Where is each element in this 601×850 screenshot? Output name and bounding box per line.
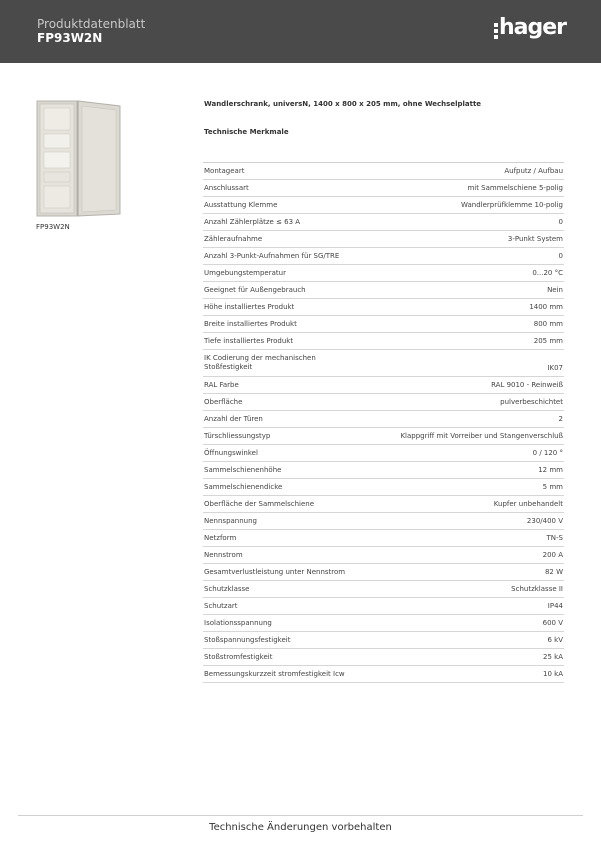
- product-caption: FP93W2N: [36, 223, 70, 231]
- spec-key: Stoßspannungsfestigkeit: [204, 635, 291, 644]
- spec-value: 0: [558, 218, 563, 226]
- spec-value: TN-S: [546, 534, 563, 542]
- spec-key: IK Codierung der mechanischen Stoßfestigkeit: [204, 354, 316, 371]
- spec-key: Anschlussart: [204, 183, 249, 192]
- spec-key: Sammelschienenhöhe: [204, 465, 282, 474]
- spec-key: Gesamtverlustleistung unter Nennstrom: [204, 567, 346, 576]
- logo-text: hager: [499, 15, 567, 40]
- spec-value: mit Sammelschiene 5-polig: [467, 184, 563, 192]
- table-row: [203, 299, 564, 316]
- table-row: [203, 316, 564, 333]
- spec-value: Aufputz / Aufbau: [504, 167, 563, 175]
- spec-key: Sammelschienendicke: [204, 482, 283, 491]
- spec-key: Tiefe installiertes Produkt: [204, 336, 294, 345]
- spec-value: 2: [558, 415, 563, 423]
- spec-value: 1400 mm: [529, 303, 563, 311]
- spec-key: Breite installiertes Produkt: [204, 319, 297, 328]
- table-row: [203, 615, 564, 632]
- spec-value: Kupfer unbehandelt: [493, 500, 563, 508]
- table-row: [203, 394, 564, 411]
- table-row: [203, 496, 564, 513]
- spec-key: Türschliessungstyp: [204, 431, 271, 440]
- spec-value: 0: [558, 252, 563, 260]
- spec-value: 12 mm: [538, 466, 563, 474]
- spec-key: Anzahl der Türen: [204, 414, 263, 423]
- spec-value: 0...20 °C: [532, 269, 563, 277]
- spec-value: 10 kA: [543, 670, 563, 678]
- spec-value: 230/400 V: [526, 517, 563, 525]
- spec-value: IP44: [547, 602, 563, 610]
- spec-key: RAL Farbe: [204, 380, 239, 389]
- table-row: [203, 649, 564, 666]
- table-row: [203, 248, 564, 265]
- table-row: [203, 513, 564, 530]
- footer-divider: [18, 815, 583, 816]
- spec-value: Klappgriff mit Vorreiber und Stangenverschluß: [400, 432, 563, 440]
- spec-key: Höhe installiertes Produkt: [204, 302, 295, 311]
- product-title: Wandlerschrank, universN, 1400 x 800 x 205 mm, ohne Wechselplatte: [204, 100, 482, 108]
- table-row: [203, 428, 564, 445]
- table-row: [203, 197, 564, 214]
- spec-key: Bemessungskurzzeit stromfestigkeit Icw: [204, 669, 345, 678]
- spec-value: 200 A: [542, 551, 563, 559]
- spec-value: Nein: [547, 286, 563, 294]
- footer-note: Technische Änderungen vorbehalten: [209, 822, 392, 833]
- spec-key: Anzahl Zählerplätze ≤ 63 A: [204, 217, 301, 226]
- spec-key: Ausstattung Klemme: [204, 200, 278, 209]
- spec-value: 205 mm: [533, 337, 563, 345]
- document-type: Produktdatenblatt: [37, 17, 146, 31]
- spec-value: 25 kA: [543, 653, 563, 661]
- spec-key: Stoßstromfestigkeit: [204, 652, 273, 661]
- header-bar: [0, 0, 601, 63]
- table-row: [203, 163, 564, 180]
- logo-mark-icon: [494, 23, 498, 39]
- spec-key: Nennspannung: [204, 516, 257, 525]
- spec-value: 800 mm: [533, 320, 563, 328]
- spec-key: Oberfläche: [204, 397, 243, 406]
- table-row: [203, 265, 564, 282]
- cabinet-image: [36, 98, 122, 220]
- table-row: [203, 231, 564, 248]
- table-row: [203, 333, 564, 350]
- table-row: [203, 411, 564, 428]
- spec-value: RAL 9010 - Reinweiß: [491, 381, 563, 389]
- table-row: [203, 462, 564, 479]
- product-code: FP93W2N: [37, 31, 103, 45]
- spec-key: Netzform: [204, 533, 237, 542]
- spec-key: Öffnungswinkel: [204, 448, 258, 457]
- spec-value: 600 V: [542, 619, 563, 627]
- spec-table: [203, 162, 564, 683]
- spec-key: Isolationsspannung: [204, 618, 272, 627]
- spec-value: Schutzklasse II: [511, 585, 563, 593]
- section-title: Technische Merkmale: [204, 128, 289, 136]
- table-row: [203, 581, 564, 598]
- spec-value: 82 W: [544, 568, 563, 576]
- table-row: [203, 530, 564, 547]
- spec-value: pulverbeschichtet: [500, 398, 563, 406]
- spec-value: IK07: [547, 364, 563, 372]
- spec-value: Wandlerprüfklemme 10-polig: [461, 201, 563, 209]
- spec-key: Schutzklasse: [204, 584, 250, 593]
- spec-key: Zähleraufnahme: [204, 234, 263, 243]
- spec-key: Anzahl 3-Punkt-Aufnahmen für SG/TRE: [204, 251, 340, 260]
- table-row: [203, 666, 564, 683]
- table-row: [203, 377, 564, 394]
- spec-value: 0 / 120 °: [532, 449, 563, 457]
- table-row: [203, 564, 564, 581]
- table-row: [203, 282, 564, 299]
- spec-value: 5 mm: [542, 483, 563, 491]
- table-row: [203, 598, 564, 615]
- spec-key: Umgebungstemperatur: [204, 268, 286, 277]
- spec-key: Montageart: [204, 166, 245, 175]
- spec-key: Schutzart: [204, 601, 238, 610]
- table-row: [203, 479, 564, 496]
- table-row: [203, 632, 564, 649]
- spec-key: Nennstrom: [204, 550, 243, 559]
- table-row: [203, 180, 564, 197]
- table-row: [203, 445, 564, 462]
- spec-value: 3-Punkt System: [507, 235, 563, 243]
- table-row: [203, 547, 564, 564]
- spec-key: Oberfläche der Sammelschiene: [204, 499, 315, 508]
- table-row: [203, 350, 564, 377]
- table-row: [203, 214, 564, 231]
- spec-key: Geeignet für Außengebrauch: [204, 285, 306, 294]
- spec-value: 6 kV: [547, 636, 563, 644]
